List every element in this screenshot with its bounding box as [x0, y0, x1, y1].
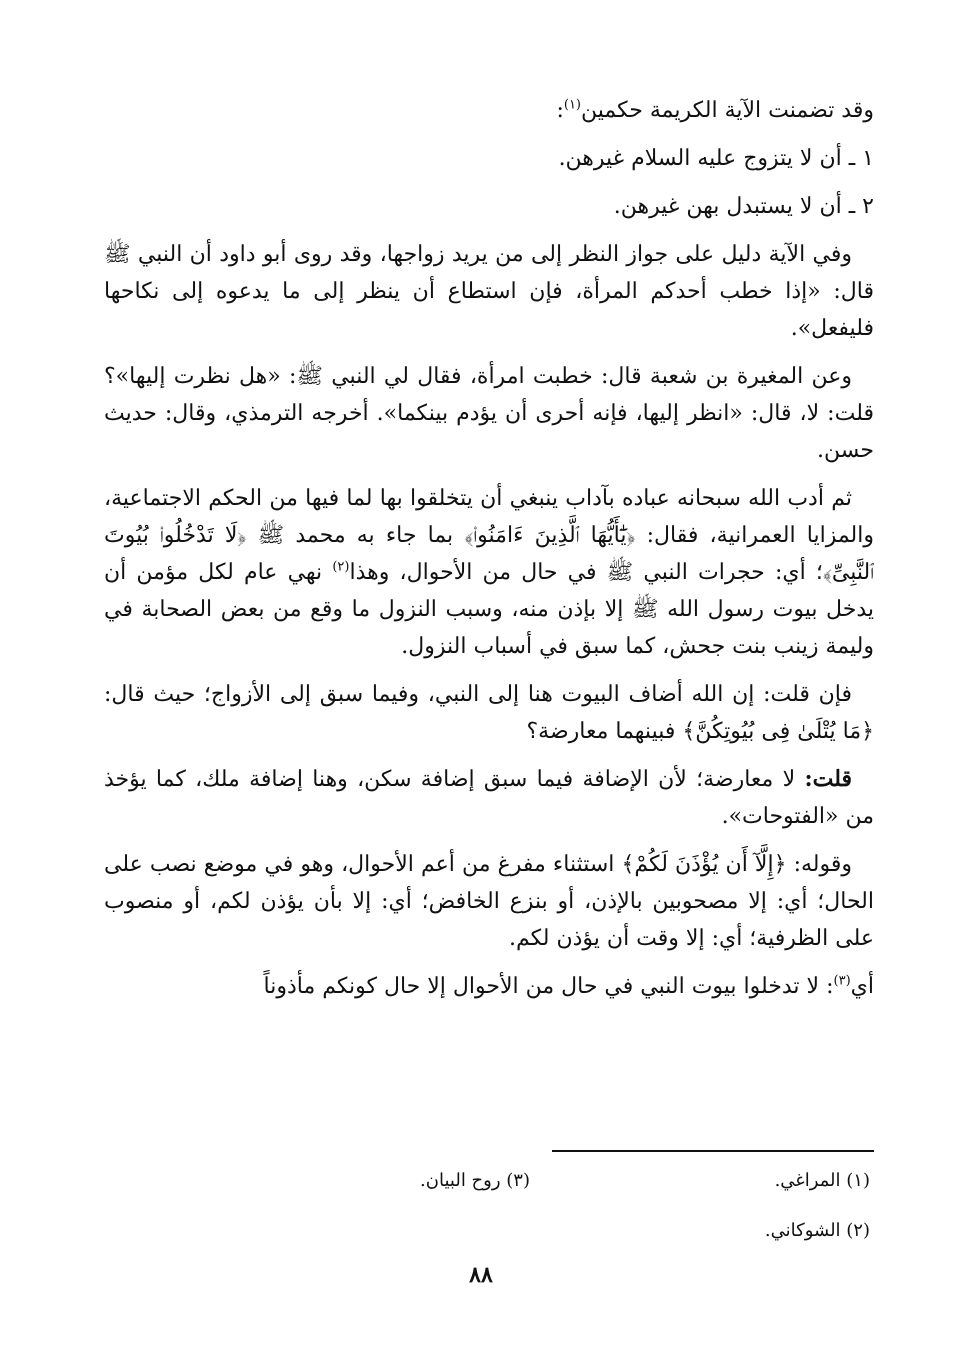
paragraph-last-part-a: أي — [850, 974, 874, 999]
paragraph-answer — [104, 761, 874, 835]
list-item-1: ١ ـ أن لا يتزوج عليه السلام غيرهن. — [558, 146, 874, 171]
footnote-ref-2: (٢) — [332, 559, 350, 575]
footnote-row-2 — [170, 1216, 870, 1246]
footnote-divider — [552, 1150, 874, 1152]
list-item-2: ٢ ـ أن لا يستبدل بهن غيرهن. — [613, 194, 874, 219]
main-text — [104, 92, 874, 1016]
paragraph-intro — [104, 92, 874, 129]
paragraph-intro-tail: : — [556, 98, 564, 123]
answer-text: لا معارضة؛ لأن الإضافة فيما سبق إضافة سكن، وهنا إضافة ملك، كما يؤخذ من «الفتوحات». — [104, 767, 874, 829]
footnote-row-1 — [170, 1166, 870, 1196]
footnote-1: (١) المراغي. — [774, 1170, 870, 1191]
footnote-ref-3: (٣) — [833, 973, 851, 989]
footnote-ref-1: (١) — [563, 97, 581, 113]
paragraph-adab — [104, 480, 874, 665]
footnote-2: (٢) الشوكاني. — [764, 1220, 870, 1241]
paragraph-abu-dawud: وفي الآية دليل على جواز النظر إلى من يريد زواجها، وقد روى أبو داود أن النبي ﷺ قال: «إذا خطب أحدكم المرأة، فإن استطاع أن ينظر إلى ما يدعوه إلى نكاحها فليفعل». — [104, 242, 874, 341]
paragraph-adab-part-b: نهي عام لكل مؤمن أن يدخل بيوت رسول الله ﷺ إلا بإذن منه، وسبب النزول ما وقع من بعض الصحابة في وليمة زينب بنت جحش، كما سبق في أسباب النزول. — [104, 560, 874, 659]
paragraph-question: فإن قلت: إن الله أضاف البيوت هنا إلى النبي، وفيما سبق إلى الأزواج؛ حيث قال: ﴿مَا يُتْلَىٰ فِى بُيُوتِكُنَّ﴾ فبينهما معارضة؟ — [104, 682, 874, 744]
paragraph-adab-part-a: ثم أدب الله سبحانه عباده بآداب ينبغي أن يتخلقوا بها لما فيها من الحكم الاجتماعية، والمزايا العمرانية، فقال: ﴿يَٰٓأَيُّهَا ٱلَّذِينَ ءَامَنُوا۟﴾ بما جاء به محمد ﷺ ﴿لَا تَدْخُلُوا۟ بُيُوتَ ٱلنَّبِىِّ﴾؛ أي: حجرات النبي ﷺ في حال من الأحوال، وهذا — [104, 486, 875, 585]
page-number: ٨٨ — [469, 1262, 493, 1288]
answer-lead: قلت: — [804, 766, 852, 792]
paragraph-istithna: وقوله: ﴿إِلَّآ أَن يُؤْذَنَ لَكُمْ﴾ استثناء مفرغ من أعم الأحوال، وهو في موضع نصب على الحال؛ أي: إلا مصحوبين بالإذن، أو بنزع الخافض؛ أي: إلا بأن يؤذن لكم، أو منصوب على الظرفية؛ أي: إلا وقت أن يؤذن لكم. — [104, 852, 874, 951]
paragraph-mughira: وعن المغيرة بن شعبة قال: خطبت امرأة، فقال لي النبي ﷺ: «هل نظرت إليها»؟ قلت: لا، قال: «انظر إليها، فإنه أحرى أن يؤدم بينكما». أخرجه الترمذي، وقال: حديث حسن. — [104, 364, 874, 463]
paragraph-intro-text: وقد تضمنت الآية الكريمة حكمين — [581, 98, 874, 123]
footnote-3: (٣) روح البيان. — [420, 1170, 530, 1191]
footnotes — [170, 1166, 870, 1266]
paragraph-last-part-b: : لا تدخلوا بيوت النبي في حال من الأحوال إلا حال كونكم مأذوناً — [263, 974, 834, 999]
paragraph-last — [104, 968, 874, 1005]
